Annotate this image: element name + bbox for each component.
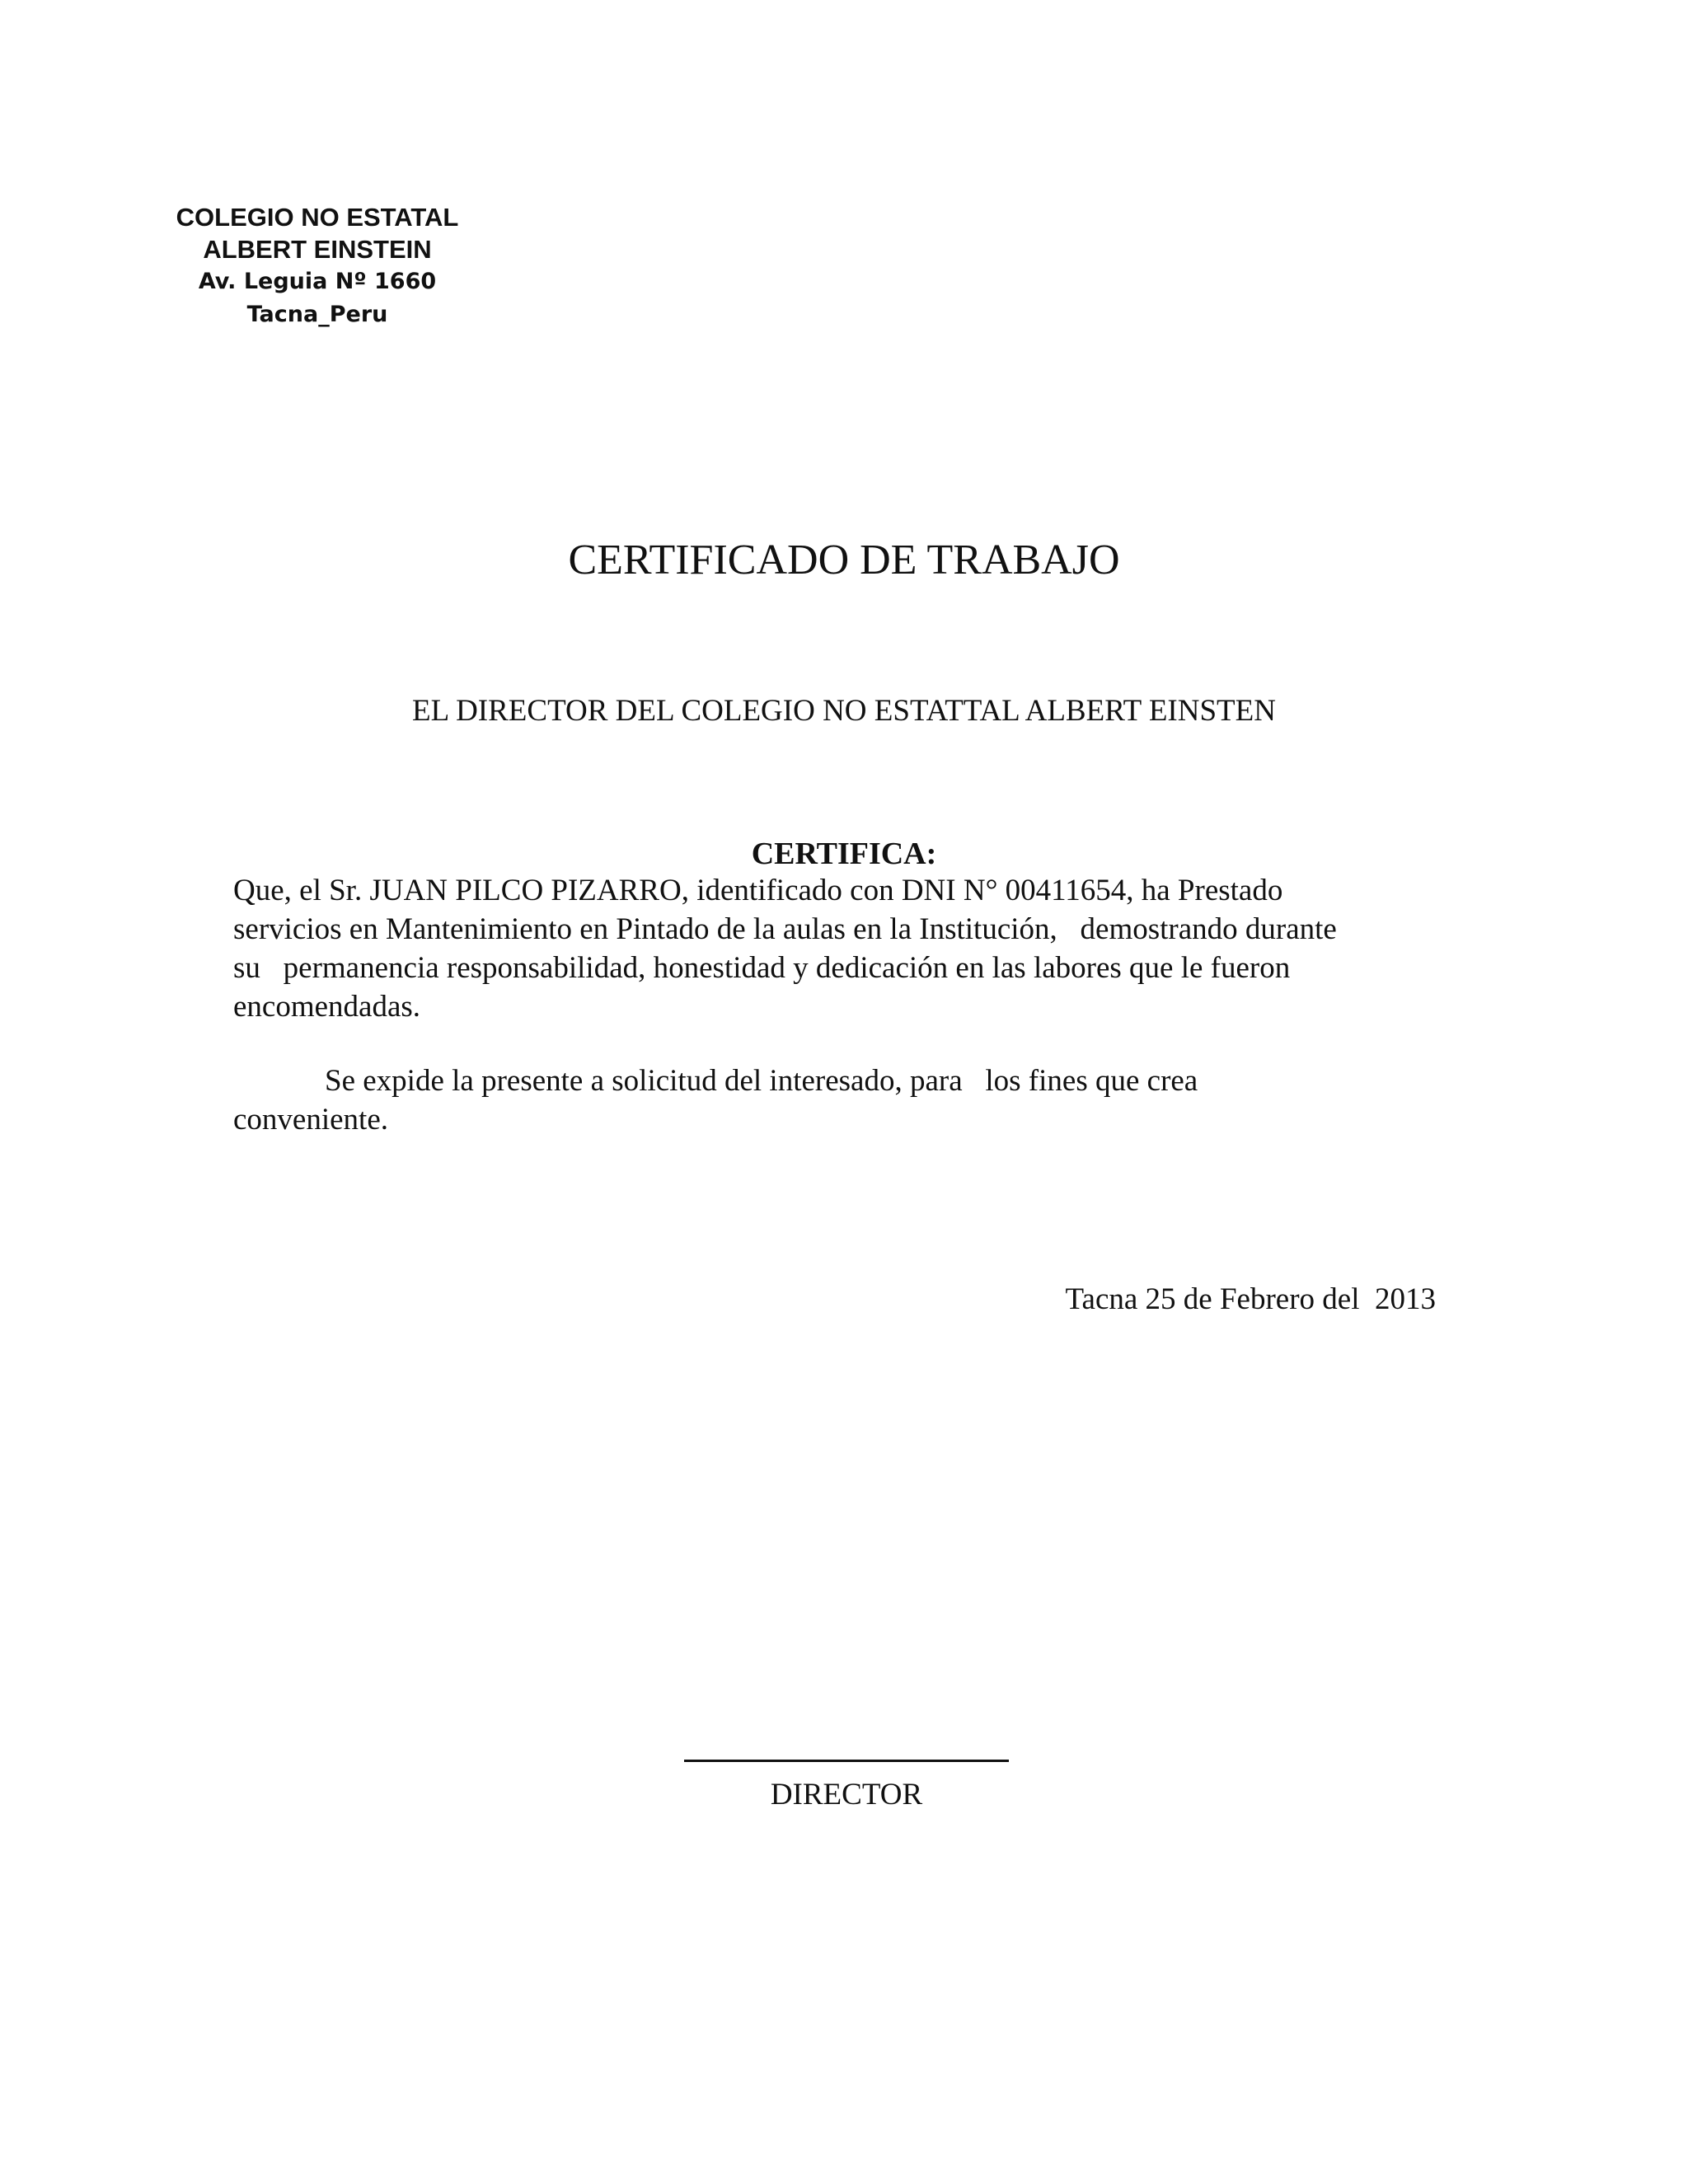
issue-date: Tacna 25 de Febrero del 2013: [1065, 1282, 1436, 1316]
body-paragraph-1-line: Que, el Sr. JUAN PILCO PIZARRO, identificado con DNI N° 00411654, ha Prestado: [233, 874, 1283, 907]
school-name-line-1: COLEGIO NO ESTATAL: [176, 203, 459, 232]
document-subtitle: EL DIRECTOR DEL COLEGIO NO ESTATTAL ALBERT EINSTEN: [412, 694, 1276, 728]
school-name-line-2: ALBERT EINSTEIN: [203, 235, 432, 264]
school-city: Tacna_Peru: [246, 302, 388, 327]
document-title: CERTIFICADO DE TRABAJO: [568, 537, 1120, 583]
body-paragraph-2-line: conveniente.: [233, 1103, 388, 1137]
certificate-body: [233, 871, 1453, 1139]
letterhead: [157, 201, 478, 331]
body-paragraph-1-line: servicios en Mantenimiento en Pintado de la aulas en la Institución, demostrando durante: [233, 912, 1337, 946]
paragraph-spacer: [233, 1026, 1453, 1062]
signature-label: DIRECTOR: [770, 1778, 923, 1811]
body-paragraph-2-line: Se expide la presente a solicitud del interesado, para los fines que crea: [233, 1064, 1198, 1098]
body-paragraph-1-line: su permanencia responsabilidad, honestidad y dedicación en las labores que le fueron: [233, 951, 1291, 985]
body-paragraph-1-line: encomendadas.: [233, 990, 421, 1024]
school-address: Av. Leguia Nº 1660: [198, 269, 437, 294]
signature-block: [684, 1760, 1009, 1814]
signature-line: [684, 1760, 1009, 1762]
certifica-heading: CERTIFICA:: [751, 837, 937, 871]
